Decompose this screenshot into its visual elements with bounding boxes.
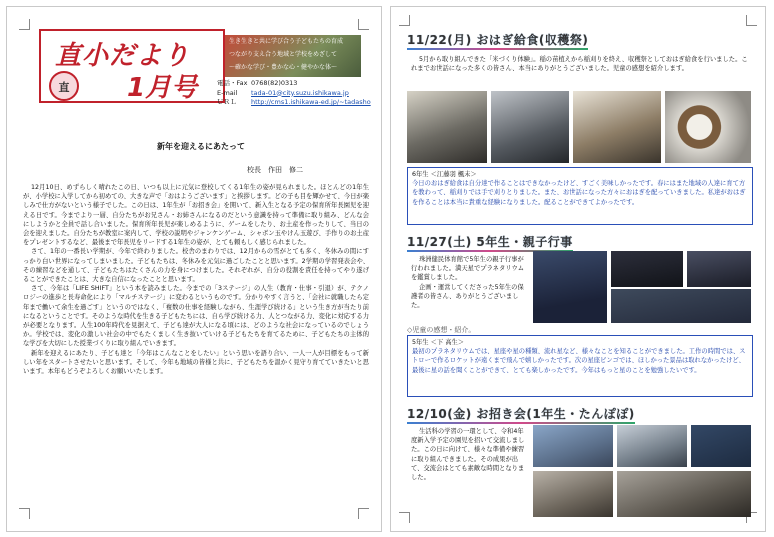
article-paragraph: 新年を迎えるにあたり、子ども達と「今年はこんなことをしたい」という思いを語り合い、一人一人が目標をもって新しい年をスタートさせたいと思います。そして、今年も地域の皆様と共に、子どもたちを温かく見守り育てていきたいと思います。本年もどうぞよろしくお願いいたします。 xyxy=(23,349,369,376)
oyako-photo-1 xyxy=(533,251,607,323)
email-label: E-mail xyxy=(217,88,238,97)
oyako-photo-4 xyxy=(611,289,751,323)
school-seal-icon xyxy=(49,71,79,101)
photo-caption-line: ～確かな学び・豊かな心・健やかな体～ xyxy=(229,64,338,71)
section-text: 珠洲健民体育館で5年生の親子行事が行われました。満天星でプラネタリウムを鑑賞しました。 xyxy=(411,256,525,282)
oyako-photo-2 xyxy=(611,251,683,287)
ohagi-photo-4 xyxy=(665,91,751,163)
seal-char: 直 xyxy=(58,81,70,94)
title-underline xyxy=(407,48,588,50)
section-text: 生活科の学習の一環として、令和4年度新入学予定の園児を招いて交流しました。この日に向けて、様々な準備や練習に取り組んできました。その成果が出て、交流会はとても素敵な時間となりました。 xyxy=(411,428,525,482)
masthead xyxy=(39,29,225,103)
photo-caption-line: つながり支え合う地域と学校をめざして xyxy=(229,51,338,58)
omaneki-photo-2 xyxy=(617,425,687,467)
ohagi-photo-3 xyxy=(573,91,661,163)
crop-mark xyxy=(399,15,410,26)
comment-author: 5年生 ＜下 高生＞ xyxy=(412,339,465,346)
newsletter-title: 直小だより xyxy=(55,41,191,71)
url-label: ＵＲＬ xyxy=(217,98,237,106)
omaneki-photo-4 xyxy=(533,471,613,517)
crop-mark xyxy=(19,508,30,519)
school-photo xyxy=(225,35,361,77)
comment-author: 6年生 ＜江藤羽 楓未＞ xyxy=(412,171,477,178)
article-byline: 校長 作田 修二 xyxy=(247,166,303,174)
phone-label: 電話・Fax xyxy=(217,79,248,87)
comment-text: 最初のプラネタリウムでは、星座や星の種類、流れ星など、様々なことを知ることができました。工作の時間では、ストローで作るロケットが遠くまで飛んで嬉しかったです。次の星座ビンゴでは、ほしかった景品は取れなかったけど、最後に星の話を聞くことができて、とても楽しかったです。今年はもっと星のことを勉強したいです。 xyxy=(412,348,746,374)
section-body-ohagi xyxy=(411,55,751,73)
section-title-text: 12/10(金) お招き会(1年生・たんぽぽ) xyxy=(407,407,635,421)
impressions-marker: ◇児童の感想・紹介。 xyxy=(407,326,476,334)
omaneki-photo-1 xyxy=(533,425,613,467)
section-text: 5月から取り組んできた「米づくり体験」。稲の苗植えから稲刈りを終え、収穫祭としておはぎ給食を行いました。これまでお世話になった多くの皆さん、本当にありがとうございました。児童の感想を紹介します。 xyxy=(411,56,748,73)
contact-block xyxy=(217,79,371,108)
article-heading: 新年を迎えるにあたって xyxy=(157,142,245,151)
omaneki-photo-3 xyxy=(691,425,751,467)
comment-text: 今日のおはぎ給食は自分達で作ることはできなかったけど、すごく美味しかったです。春にはまた地域の人達に育て方を教わって、稲刈りでは手で刈りとりました。また、お世話になった方々におはぎを配っていきました。私達がおはぎを作ることは本当に貴重な経験になりました。配ることができてよかったです。 xyxy=(412,180,746,206)
oyako-comment-box xyxy=(407,335,753,397)
section-title-ohagi xyxy=(407,31,588,48)
photo-caption-line: 生き生きと共に学び合う子どもたちの育成 xyxy=(229,38,344,45)
section-body-oyako xyxy=(411,255,529,310)
article-paragraph: さて、1年の一番長い学期が、今年で終わりました。校舎のまわりでは、12月からの雪がとても多く、冬休みの間にすっかり白い世界になってしまいました。子どもたちは、冬休みを元気に過ごしたことと思います。2学期の学習発表会や、その練習などを通して、子どもたちはたくさんの力を身につけました。それぞれが、自分の役割を責任を持ってやり遂げることができたことは、大きな自信になったことと思います。 xyxy=(23,248,369,284)
crop-mark xyxy=(358,508,369,519)
article-paragraph: さて、今年は「LIFE SHIFT」という本を読みました。今までの「3ステージ」の人生（教育・仕事・引退）が、テクノロジーの進歩と長寿命化により「マルチステージ」に変わるというものです。分かりやすく言うと、「会社に就職したら定年まで働いて余生を過ごす」というのではなく、「複数の仕事を経験しながら、生涯学び続ける」という生き方が当たり前になるということです。そのような時代を生きる子どもたちには、自ら学び続ける力、人とつながる力、変化に対応する力が必要となります。人生100年時代を見据えて、子ども達が大人になる頃には、どのような社会になっているのでしょうか。学校では、変化の激しい社会の中でもたくましく生き抜いていける子どもたちを育てるために、子どもたちの主体的な学びを大切にした授業づくりに取り組んでいきます。 xyxy=(23,285,369,348)
oyako-photo-3 xyxy=(687,251,751,287)
crop-mark xyxy=(19,19,30,30)
section-body-omaneki xyxy=(411,427,529,482)
section-title-omaneki xyxy=(407,405,635,422)
title-underline xyxy=(407,422,635,424)
crop-mark xyxy=(399,512,410,523)
left-page xyxy=(6,6,382,532)
omaneki-photo-5 xyxy=(617,471,751,517)
ohagi-photo-1 xyxy=(407,91,487,163)
section-text: 企画・運営してくださった5年生の保護者の皆さん、ありがとうございました。 xyxy=(411,283,524,310)
right-page xyxy=(390,6,766,532)
phone-value: 0768(82)0313 xyxy=(251,79,298,87)
article-body xyxy=(23,183,369,376)
email-link[interactable]: tada-01@city.suzu.ishikawa.jp xyxy=(251,88,349,97)
newsletter-issue: 1月号 xyxy=(127,73,198,103)
ohagi-photo-2 xyxy=(491,91,569,163)
section-title-text: 11/22(月) おはぎ給食(収穫祭) xyxy=(407,33,589,47)
url-link[interactable]: http://cms1.ishikawa-ed.jp/~tadasho xyxy=(251,98,371,106)
crop-mark xyxy=(358,19,369,30)
section-title-oyako xyxy=(407,233,573,250)
section-title-text: 11/27(土) 5年生・親子行事 xyxy=(407,235,573,249)
crop-mark xyxy=(746,15,757,26)
ohagi-comment-box xyxy=(407,167,753,225)
article-paragraph: 12月10日、めずらしく晴れたこの日、いつも以上に元気に登校してくる1年生の姿が見られました。ほとんどの1年生が、小学校に入学してから初めての、大きな声で「おはようございます」と挨拶します。どの子も目を輝かせて、今日が楽しみで仕方がないという様子でした。この日は、1年生が「お招き会」を開いて、新入生となる予定の保育所年長園児を迎える日です。今までより一層、自分たちがお兄さん・お姉さんになるのだという意識を持って準備に取り組み、どんな会にしようかと全員で話し合いました。保育所年長児が楽しめるように、ゲームをしたり、お土産を作ったりして、当日の会を迎えました。自分たちが教室に案内して、学校の説明やジャンケンゲーム、シャボン玉やけん玉遊び、手作りのお土産をプレゼントするなど、最後まで年長児をリードする1年生の姿が、とても頼もしく感じられました。 xyxy=(23,184,369,247)
